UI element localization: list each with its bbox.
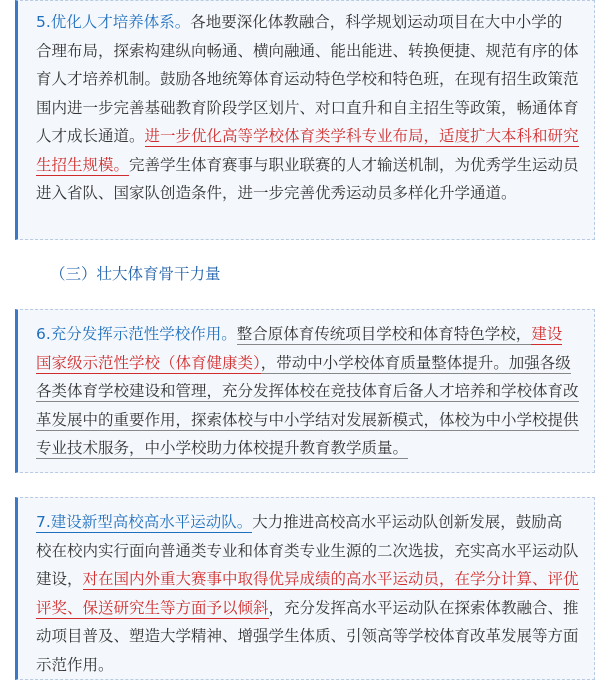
text-line: 动项目普及、塑造大学精神、增强学生体质、引领高等学校体育改革发展等方面: [36, 627, 579, 645]
text-line: [36, 122, 579, 151]
section-7-highlight: 评奖、保送研究生等方面予以倾斜: [36, 598, 269, 617]
section-5-highlight: 进一步优化高等学校体育类学科专业布局，适度扩大本科和研究: [144, 127, 579, 145]
section-7-text: 充分发挥高水平运动队在探索体教融合、推: [284, 598, 579, 617]
section-5-box: [15, 0, 595, 240]
text-line: [36, 508, 579, 537]
text-line: [36, 8, 579, 37]
section-5-text: 各地要深化体教融合，科学规划运动项目在大中小学的: [190, 13, 563, 31]
section-6-text: 专业技术服务，中小学校助力体校提升教育教学质量。: [36, 439, 409, 457]
text-line: [36, 434, 579, 463]
section-7-punct: ，: [268, 598, 285, 617]
section-6-punct: ，: [260, 353, 277, 372]
section-6-text: 整合原体育传统项目学校和体育特色学校，: [236, 325, 532, 343]
section-6-highlight: 建设: [531, 325, 563, 343]
text-line: 示范作用。: [36, 655, 114, 674]
text-line: [36, 594, 579, 623]
text-line: [36, 151, 579, 180]
section-5-paragraph: [36, 8, 579, 208]
text-line: 进入省队、国家队创造条件，进一步完善优秀运动员多样化升学通道。: [36, 184, 517, 202]
section-5-text: 完善学生体育赛事与职业联赛的人才输送机制，为优秀学生运动员: [129, 155, 579, 174]
text-line: [36, 349, 579, 378]
section-7-title: 7.建设新型高校高水平运动队。: [36, 513, 253, 531]
section-6-text: 各类体育学校建设和管理，充分发挥体校在竞技体育后备人才培养和学校体育改: [36, 382, 579, 400]
section-5-title: 5.优化人才培养体系。: [36, 13, 191, 31]
text-line: 围内进一步完善基础教育阶段学区划片、对口直升和自主招生等政策，畅通体育: [36, 98, 579, 117]
section-6-box: [15, 309, 595, 473]
section-heading: （三）壮大体育骨干力量: [50, 265, 221, 283]
section-6-text: 革发展中的重要作用，探索体校与中小学结对发展新模式，体校为中小学校提供: [36, 410, 579, 429]
text-line: 校在校内实行面向普通类专业和体育类专业生源的二次选拔，充实高水平运动队: [36, 541, 579, 560]
text-line: [36, 320, 579, 349]
section-7-paragraph: [36, 508, 579, 679]
section-7-box: [15, 497, 595, 680]
text-line: [36, 565, 579, 594]
section-7-text: 建设，: [36, 570, 83, 588]
section-6-paragraph: [36, 320, 579, 463]
section-6-title: 6.充分发挥示范性学校作用。: [36, 325, 237, 343]
section-6-highlight: 国家级示范性学校（体育健康类）: [36, 353, 261, 372]
text-line: 合理布局，探索构建纵向畅通、横向融通、能出能进、转换便捷、规范有序的体: [36, 41, 579, 60]
text-line: [36, 377, 579, 406]
section-7-text: 大力推进高校高水平运动队创新发展，鼓励高: [252, 513, 563, 531]
text-line: 育人才培养机制。鼓励各地统筹体育运动特色学校和特色班，在现有招生政策范: [36, 70, 579, 88]
section-5-text: 人才成长通道。: [36, 127, 145, 145]
text-line: [36, 406, 579, 435]
section-5-highlight: 生招生规模。: [36, 155, 130, 174]
section-6-text: 带动中小学校体育质量整体提升。加强各级: [276, 353, 571, 372]
section-7-highlight: 对在国内外重大赛事中取得优异成绩的高水平运动员，在学分计算、评优: [82, 570, 579, 588]
